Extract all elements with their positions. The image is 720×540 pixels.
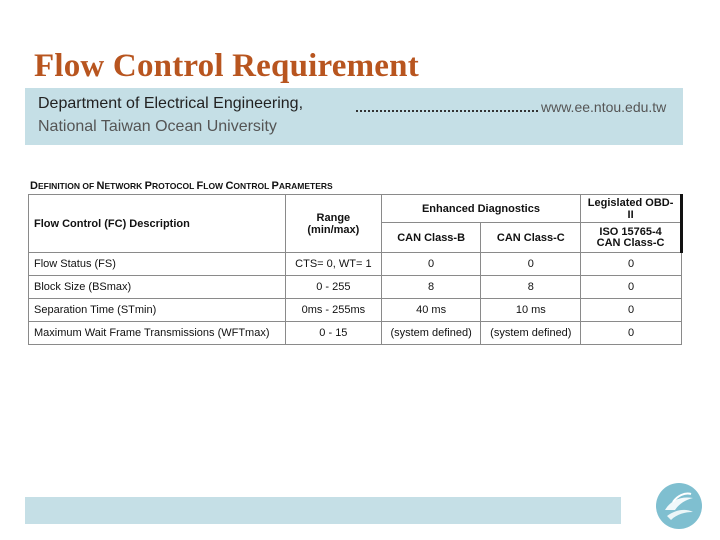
row-description: Maximum Wait Frame Transmissions (WFTmax) xyxy=(29,322,286,345)
row-can-b: 40 ms xyxy=(381,299,481,322)
footer-band xyxy=(25,497,621,524)
row-range: 0 - 15 xyxy=(285,322,381,345)
row-description: Block Size (BSmax) xyxy=(29,276,286,299)
university-name: National Taiwan Ocean University xyxy=(38,118,277,135)
header-can-class-c: CAN Class-C xyxy=(481,223,581,253)
header-can-class-b: CAN Class-B xyxy=(381,223,481,253)
row-obd: 0 xyxy=(581,253,682,276)
row-description: Separation Time (STmin) xyxy=(29,299,286,322)
row-obd: 0 xyxy=(581,276,682,299)
row-obd: 0 xyxy=(581,322,682,345)
header-legislated-obd: Legislated OBD-II xyxy=(581,195,682,223)
header-description: Flow Control (FC) Description xyxy=(29,195,286,253)
row-range: 0ms - 255ms xyxy=(285,299,381,322)
flow-control-parameters-table xyxy=(28,194,683,345)
table-row xyxy=(29,253,682,276)
table-caption: DEFINITION OF NETWORK PROTOCOL FLOW CONTROL PARAMETERS xyxy=(30,180,333,192)
table-row xyxy=(29,322,682,345)
slide-title: Flow Control Requirement xyxy=(34,48,419,84)
iso-line-2: CAN Class-C xyxy=(596,236,665,249)
row-obd: 0 xyxy=(581,299,682,322)
row-can-c: 0 xyxy=(481,253,581,276)
table-row xyxy=(29,276,682,299)
university-logo-icon xyxy=(655,482,703,530)
row-can-b: 8 xyxy=(381,276,481,299)
row-range: 0 - 255 xyxy=(285,276,381,299)
row-can-b: 0 xyxy=(381,253,481,276)
website-url: www.ee.ntou.edu.tw xyxy=(541,99,667,115)
row-can-c: (system defined) xyxy=(481,322,581,345)
row-can-c: 10 ms xyxy=(481,299,581,322)
table-header-row xyxy=(29,195,682,223)
table-row xyxy=(29,299,682,322)
row-range: CTS= 0, WT= 1 xyxy=(285,253,381,276)
header-range: Range (min/max) xyxy=(285,195,381,253)
iso-line-1: ISO 15765-4 xyxy=(599,225,662,238)
dotted-divider xyxy=(356,110,538,112)
department-name: Department of Electrical Engineering, xyxy=(38,95,304,112)
header-enhanced-diagnostics: Enhanced Diagnostics xyxy=(381,195,580,223)
row-description: Flow Status (FS) xyxy=(29,253,286,276)
row-can-b: (system defined) xyxy=(381,322,481,345)
header-iso-15765 xyxy=(581,223,682,253)
row-can-c: 8 xyxy=(481,276,581,299)
